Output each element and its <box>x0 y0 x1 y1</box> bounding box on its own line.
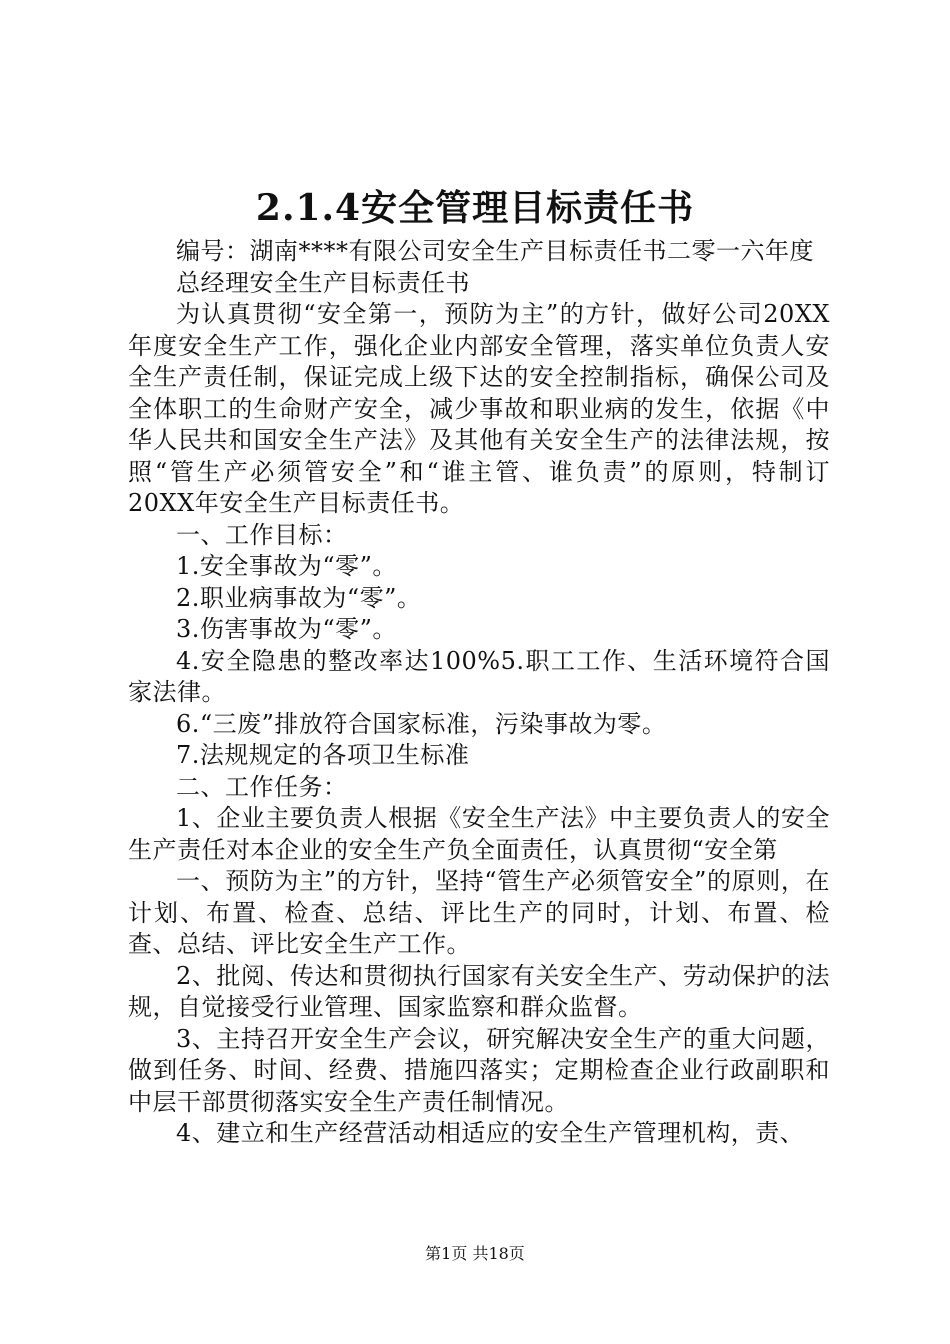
paragraph-intro: 为认真贯彻“安全第一，预防为主”的方针，做好公司20XX年度安全生产工作，强化企业内部安全管理，落实单位负责人安全生产责任制，保证完成上级下达的安全控制指标，确保公司及全体职工的生命财产安全，减少事故和职业病的发生，依据《中华人民共和国安全生产法》及其他有关安全生产的法律法规，按照“管生产必须管安全”和“谁主管、谁负责”的原则，特制订20XX年安全生产目标责任书。 <box>128 300 830 517</box>
goal-item: 4.安全隐患的整改率达100%5.职工工作、生活环境符合国家法律。 <box>128 646 830 706</box>
section-heading-tasks: 二、工作任务： <box>176 772 348 801</box>
document-body <box>128 236 830 1150</box>
document-title: 2.1.4安全管理目标责任书 <box>255 187 695 229</box>
task-item: 3、主持召开安全生产会议，研究解决安全生产的重大问题，做到任务、时间、经费、措施四落实；定期检查企业行政副职和中层干部贯彻落实安全生产责任制情况。 <box>128 1024 830 1116</box>
task-item: 4、建立和生产经营活动相适应的安全生产管理机构，责、 <box>176 1119 805 1147</box>
paragraph-doc-number: 编号：湖南****有限公司安全生产目标责任书二零一六年度 <box>176 237 814 265</box>
task-item-continued: 一、预防为主”的方针，坚持“管生产必须管安全”的原则，在计划、布置、检查、总结、评比生产的同时，计划、布置、检查、总结、评比安全生产工作。 <box>128 867 830 958</box>
goal-item: 1.安全事故为“零”。 <box>176 552 397 580</box>
task-item: 2、批阅、传达和贯彻执行国家有关安全生产、劳动保护的法规，自觉接受行业管理、国家监察和群众监督。 <box>128 961 830 1021</box>
section-heading-goals: 一、工作目标： <box>176 520 348 549</box>
page-footer: 第1页 共18页 <box>425 1244 525 1263</box>
task-item: 1、企业主要负责人根据《安全生产法》中主要负责人的安全生产责任对本企业的安全生产负全面责任，认真贯彻“安全第 <box>128 804 830 864</box>
goal-item: 6.“三废”排放符合国家标准，污染事故为零。 <box>176 709 667 738</box>
goal-item: 2.职业病事故为“零”。 <box>176 583 422 612</box>
paragraph-subtitle: 总经理安全生产目标责任书 <box>176 268 470 297</box>
goal-item: 7.法规规定的各项卫生标准 <box>176 741 470 769</box>
goal-item: 3.伤害事故为“零”。 <box>176 615 397 643</box>
